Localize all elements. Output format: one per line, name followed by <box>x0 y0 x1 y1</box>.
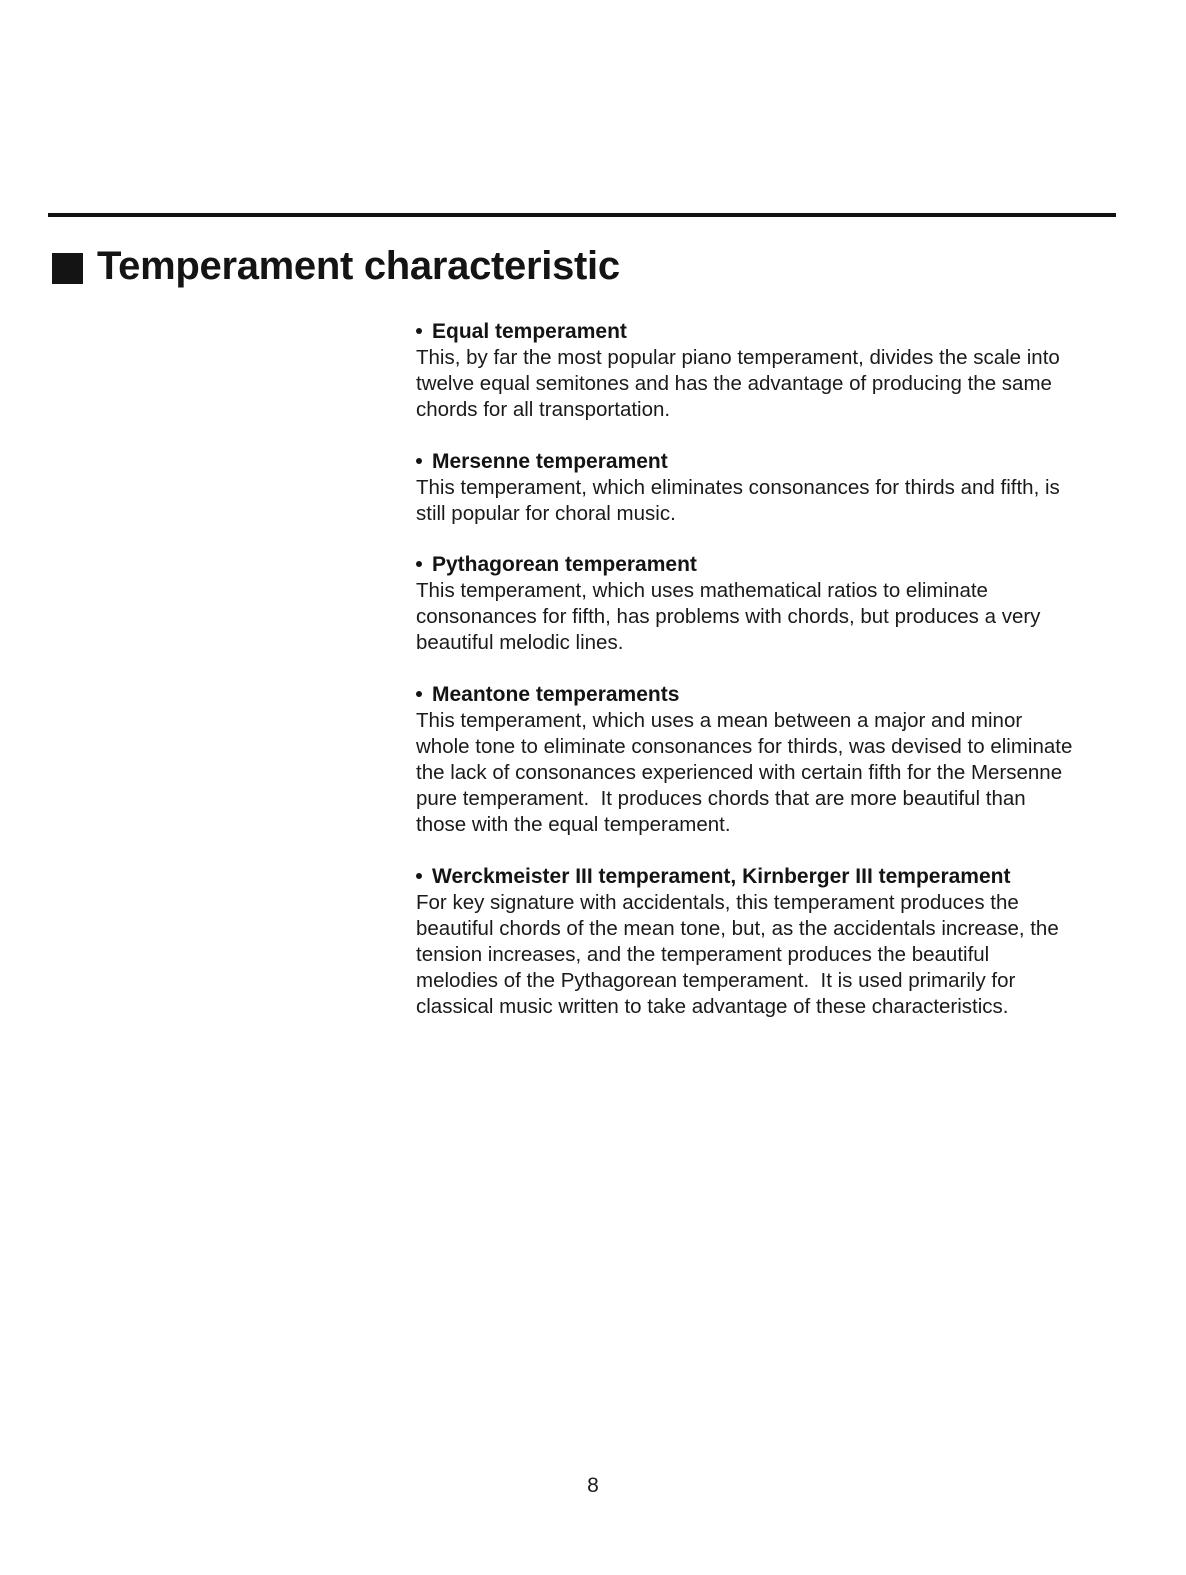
section-meantone-temperaments <box>416 682 1116 839</box>
body-line: beautiful chords of the mean tone, but, as the accidentals increase, the <box>416 916 1059 940</box>
section-body <box>416 708 1116 839</box>
header-rule <box>48 213 1116 217</box>
body-line: For key signature with accidentals, this temperament produces the <box>416 890 1019 914</box>
body-line: the lack of consonances experienced with certain fifth for the Mersenne <box>416 761 1063 785</box>
title-row <box>52 240 620 292</box>
section-body <box>416 578 1116 657</box>
section-heading <box>416 449 1116 475</box>
body-line: twelve equal semitones and has the advantage of producing the same <box>416 372 1052 396</box>
body-line: chords for all transportation. <box>416 398 671 422</box>
body-line: melodies of the Pythagorean temperament. It is used primarily for <box>416 969 1016 993</box>
section-body <box>416 475 1116 527</box>
body-line: tension increases, and the temperament produces the beautiful <box>416 943 990 967</box>
section-heading <box>416 319 1116 345</box>
section-heading-text: Meantone temperaments <box>432 682 680 706</box>
content-column <box>416 319 1116 1046</box>
filled-square-icon <box>52 253 83 284</box>
body-line: pure temperament. It produces chords that are more beautiful than <box>416 787 1026 811</box>
body-line: This temperament, which uses mathematical ratios to eliminate <box>416 579 988 603</box>
page-number: 8 <box>587 1474 599 1497</box>
body-line: beautiful melodic lines. <box>416 631 624 655</box>
body-line: classical music written to take advantage of these characteristics. <box>416 995 1009 1019</box>
bullet-icon <box>416 691 422 697</box>
page-title: Temperament characteristic <box>97 244 620 288</box>
bullet-icon <box>416 873 422 879</box>
body-line: This, by far the most popular piano temperament, divides the scale into <box>416 346 1060 369</box>
body-line: This temperament, which eliminates consonances for thirds and fifth, is <box>416 475 1060 499</box>
bullet-icon <box>416 561 422 567</box>
section-werckmeister-kirnberger <box>416 864 1116 1021</box>
section-mersenne-temperament <box>416 449 1116 527</box>
body-line: This temperament, which uses a mean between a major and minor <box>416 708 1023 732</box>
section-heading-text: Equal temperament <box>432 320 627 343</box>
bullet-icon <box>416 458 422 464</box>
section-equal-temperament <box>416 319 1116 424</box>
section-heading-text: Werckmeister III temperament, Kirnberger III temperament <box>432 864 1011 888</box>
body-line: consonances for fifth, has problems with chords, but produces a very <box>416 605 1041 629</box>
body-line: those with the equal temperament. <box>416 813 731 837</box>
section-heading <box>416 682 1116 708</box>
section-heading <box>416 864 1116 890</box>
body-line: still popular for choral music. <box>416 501 676 525</box>
section-body <box>416 345 1116 424</box>
section-heading-text: Pythagorean temperament <box>432 553 697 577</box>
section-heading-text: Mersenne temperament <box>432 449 668 473</box>
section-pythagorean-temperament <box>416 552 1116 657</box>
bullet-icon <box>416 328 422 334</box>
section-heading <box>416 552 1116 578</box>
body-line: whole tone to eliminate consonances for thirds, was devised to eliminate <box>416 734 1073 758</box>
section-body <box>416 890 1116 1021</box>
